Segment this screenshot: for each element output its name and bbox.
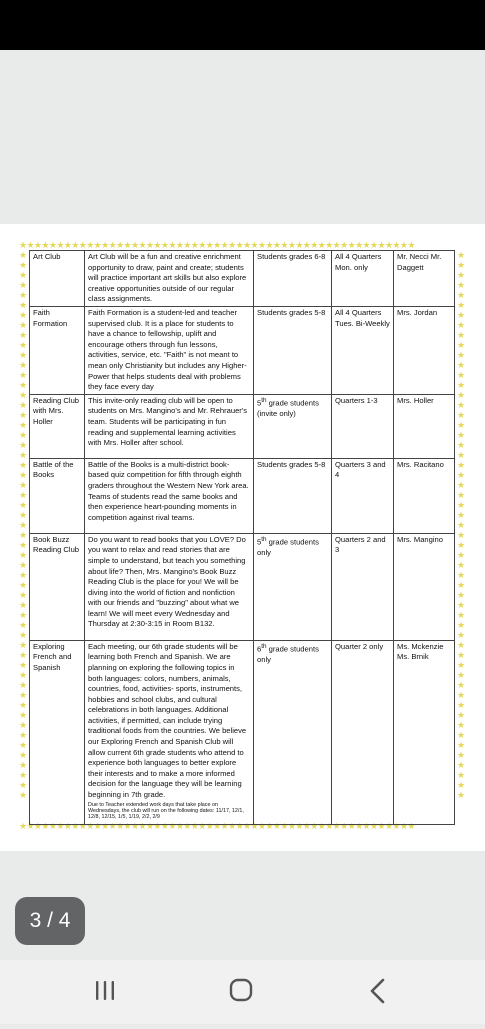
club-schedule: Quarters 1-3 [332,394,394,458]
club-description: Battle of the Books is a multi-district book-based quiz competition for fifth through eighth graders throughout the Western New York area. Teams of students read the same books and then experience heart-pounding moments in competition against rival teams. [85,458,254,533]
star-border-left: ★★★★★★★★★★★★★★★★★★★★★★★★★★★★★★★★★★★★★★★★★★★★★★★★★★★★★★★ [18,251,28,801]
club-name: Faith Formation [30,306,85,394]
club-grades: Students grades 6-8 [254,251,332,307]
club-advisors: Mrs. Holler [394,394,455,458]
club-name: Battle of the Books [30,458,85,533]
table-row [30,533,455,640]
grade-number: 6 [257,644,262,654]
club-advisors: Ms. Mckenzie Ms. Brnik [394,640,455,824]
table-row [30,306,455,394]
club-name: Art Club [30,251,85,307]
grade-number: 5 [257,537,262,547]
page-indicator: 3 / 4 [15,897,85,945]
club-schedule: Quarters 3 and 4 [332,458,394,533]
club-grades [254,394,332,458]
recent-apps-icon [65,960,145,1024]
table-row [30,251,455,307]
club-name: Exploring French and Spanish [30,640,85,824]
club-name: Reading Club with Mrs. Holler [30,394,85,458]
table-row [30,640,455,824]
home-button[interactable] [201,960,281,1024]
grade-text: grade students only [257,537,319,557]
star-border-top: ★★★★★★★★★★★★★★★★★★★★★★★★★★★★★★★★★★★★★★★★★★★★★★★★★★★★★ [19,241,415,251]
club-advisors: Mrs. Mangino [394,533,455,640]
grade-ordinal: th [261,535,267,543]
club-description: Do you want to read books that you LOVE? Do you want to relax and read stories that are simple to understand, but teach you something about life? Then, Mrs. Mangino's Book Buzz Reading Club is the place for you! We will be diving into the world of fiction and nonfiction with our friends and "buzzing" about what we learn! We will meet every Wednesday and Thursday at 2:30-3:15 in Room B132. [85,533,254,640]
club-advisors: Mr. Necci Mr. Daggett [394,251,455,307]
club-schedule: All 4 Quarters Tues. Bi-Weekly [332,306,394,394]
home-icon [201,960,281,1024]
table-row [30,458,455,533]
club-description: This invite-only reading club will be open to students on Mrs. Mangino's and Mr. Rehrauer's team. Students will be participating in fun reading and supplemental learning activities with Mrs. Holler after school. [85,394,254,458]
club-grades [254,533,332,640]
club-name: Book Buzz Reading Club [30,533,85,640]
club-grades [254,640,332,824]
club-schedule: Quarters 2 and 3 [332,533,394,640]
back-button[interactable] [338,960,418,1024]
club-grades: Students grades 5-8 [254,458,332,533]
grade-text: grade students only [257,644,319,664]
clubs-table [29,250,455,825]
navigation-bar [0,960,485,1024]
table-row [30,394,455,458]
club-schedule: All 4 Quarters Mon. only [332,251,394,307]
club-description: Faith Formation is a student-led and teacher supervised club. It is a place for students to have a chance to fellowship, uplift and encourage others through fun lessons, activities, service, etc. "Faith" is not meant to mean only Christianity but includes any Higher-Power that helps students deal with problems they face every day [85,306,254,394]
star-border-right: ★★★★★★★★★★★★★★★★★★★★★★★★★★★★★★★★★★★★★★★★★★★★★★★★★★★★★★★ [456,251,466,801]
status-bar [0,0,485,50]
recent-apps-button[interactable] [65,960,145,1024]
club-schedule: Quarter 2 only [332,640,394,824]
club-note: Due to Teacher extended work days that take place on Wednesdays, the club will run on the following dates: 11/17, 12/1, 12/8, 12/15, 1/5, 1/19, 2/2, 2/9 [88,801,244,821]
club-advisors: Mrs. Racitano [394,458,455,533]
club-description [85,640,254,824]
star-border-bottom: ★★★★★★★★★★★★★★★★★★★★★★★★★★★★★★★★★★★★★★★★★★★★★★★★★★★★★ [19,822,415,832]
grade-ordinal: th [261,396,267,404]
grade-text: grade students (invite only) [257,398,319,418]
back-arrow-icon [338,960,418,1024]
club-advisors: Mrs. Jordan [394,306,455,394]
club-description-text: Each meeting, our 6th grade students will be learning both French and Spanish. We are planning on exploring the following topics in both languages: colors, numbers, animals, countries, food, activities- sports, instruments, hobbies and school clubs, and cultural celebrations in both languages. Additional activities, if permitted, can include trying traditional foods from the countries. We believe our Exploring French and Spanish Club will allow current 6th grade students who attend to experience both languages to better explore their interests and to make a more informed decision for the language they will be learning beginning in 7th grade. [88,641,247,800]
grade-number: 5 [257,398,262,408]
grade-ordinal: th [261,642,267,650]
club-description: Art Club will be a fun and creative enrichment opportunity to draw, paint and create; students will practice important art skills but also explore creative opportunities outside of our regular class assignments. [85,251,254,307]
club-grades: Students grades 5-8 [254,306,332,394]
